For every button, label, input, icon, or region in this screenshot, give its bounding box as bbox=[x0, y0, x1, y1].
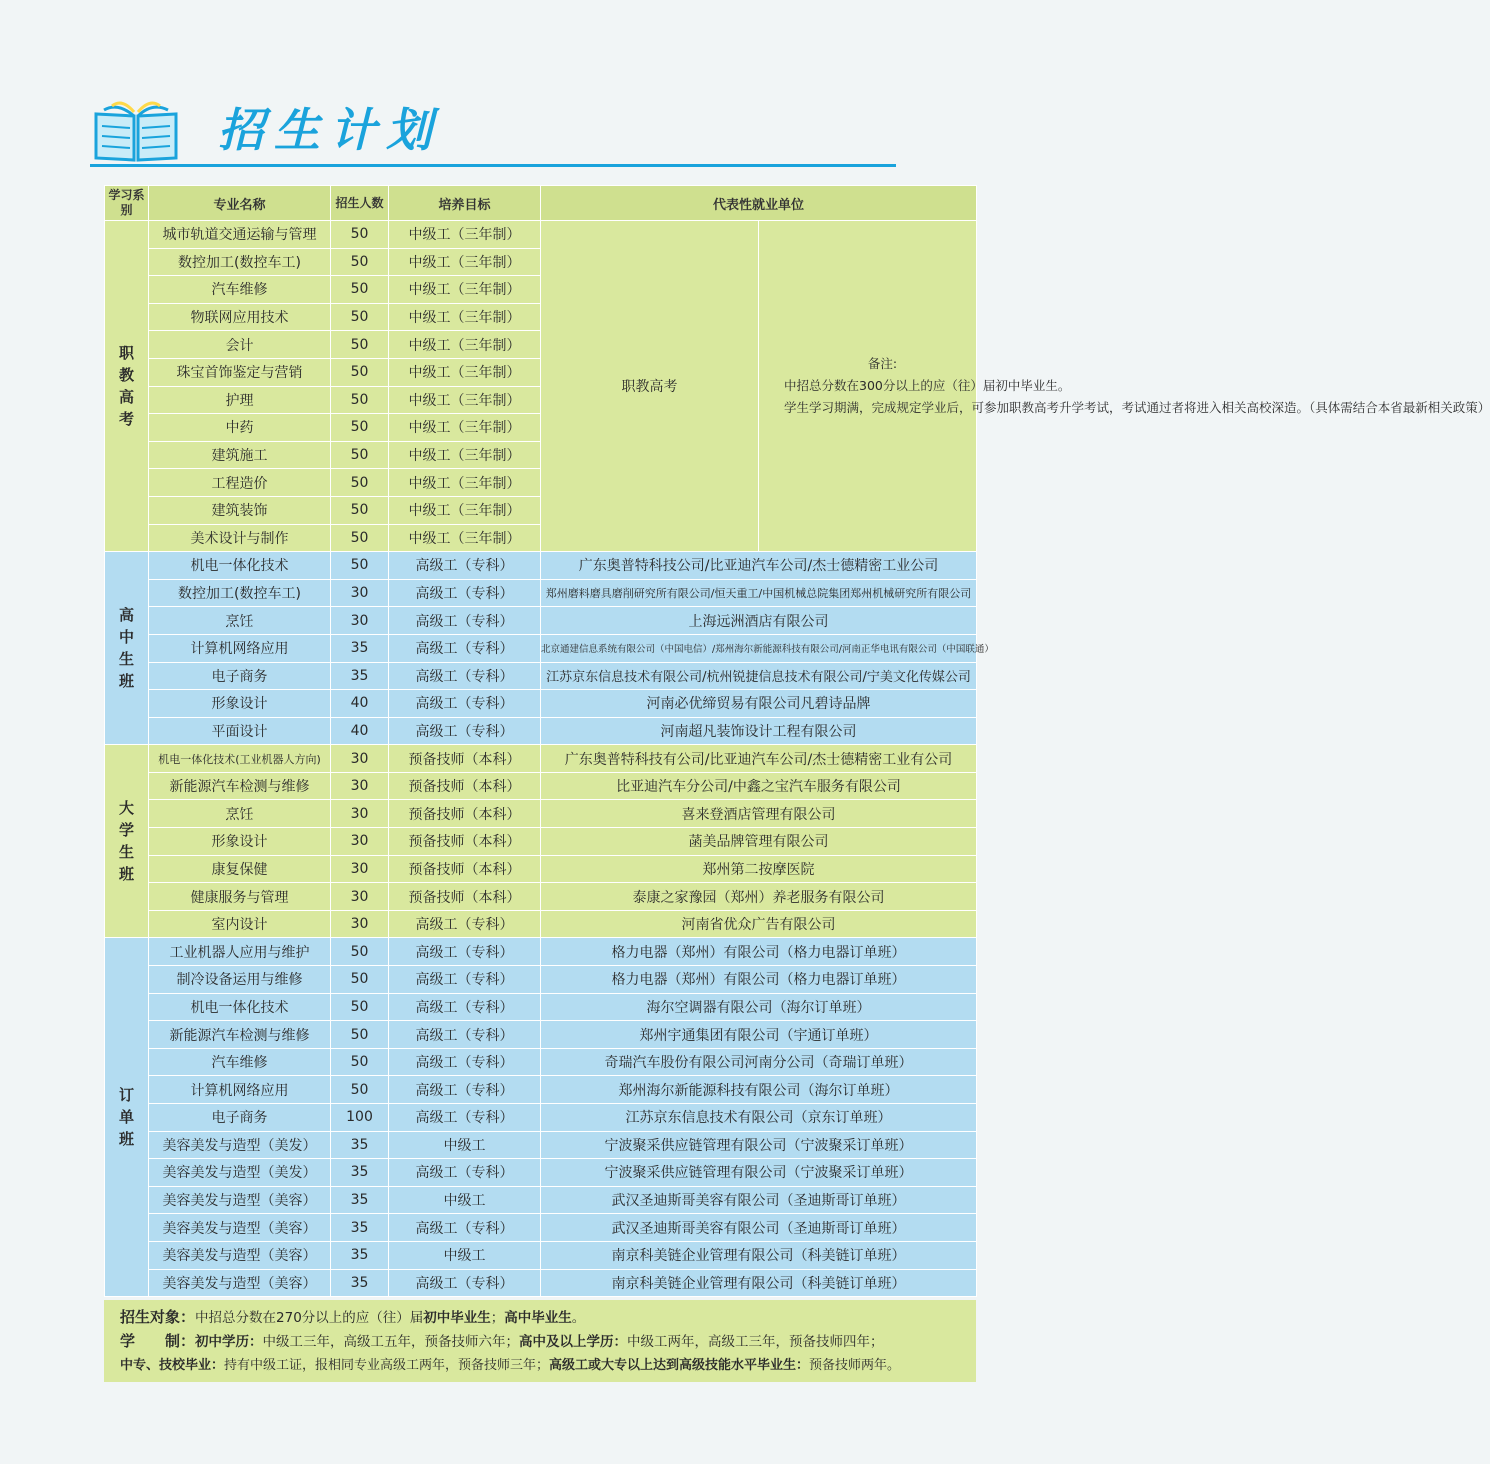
footer-notes bbox=[104, 1300, 976, 1382]
count-cell: 50 bbox=[331, 496, 389, 524]
goal-cell: 中级工（三年制） bbox=[389, 303, 541, 331]
major-cell: 美容美发与造型（美容） bbox=[149, 1186, 331, 1214]
goal-cell: 中级工（三年制） bbox=[389, 496, 541, 524]
title-area bbox=[90, 90, 900, 170]
count-cell: 35 bbox=[331, 1214, 389, 1242]
count-cell: 50 bbox=[331, 524, 389, 552]
goal-cell: 高级工（专科） bbox=[389, 607, 541, 635]
count-cell: 50 bbox=[331, 221, 389, 249]
count-cell: 30 bbox=[331, 828, 389, 856]
employer-cell: 宁波聚采供应链管理有限公司（宁波聚采订单班） bbox=[541, 1131, 977, 1159]
goal-cell: 中级工（三年制） bbox=[389, 524, 541, 552]
count-cell: 35 bbox=[331, 1159, 389, 1187]
major-cell: 工业机器人应用与维护 bbox=[149, 938, 331, 966]
employer-merged-cell: 职教高考 bbox=[541, 221, 759, 552]
employer-cell: 江苏京东信息技术有限公司/杭州锐捷信息技术有限公司/宁美文化传媒公司 bbox=[541, 662, 977, 690]
employer-cell: 宁波聚采供应链管理有限公司（宁波聚采订单班） bbox=[541, 1159, 977, 1187]
count-cell: 30 bbox=[331, 607, 389, 635]
count-cell: 30 bbox=[331, 800, 389, 828]
goal-cell: 中级工（三年制） bbox=[389, 221, 541, 249]
footer-system-line bbox=[120, 1330, 976, 1354]
count-cell: 30 bbox=[331, 745, 389, 773]
footer-system-bold-a: 初中学历： bbox=[195, 1334, 263, 1350]
count-cell: 50 bbox=[331, 1076, 389, 1104]
count-cell: 35 bbox=[331, 662, 389, 690]
count-cell: 35 bbox=[331, 1131, 389, 1159]
employer-cell: 南京科美链企业管理有限公司（科美链订单班） bbox=[541, 1269, 977, 1297]
table-row bbox=[105, 1186, 977, 1214]
goal-cell: 预备技师（本科） bbox=[389, 745, 541, 773]
count-cell: 30 bbox=[331, 579, 389, 607]
enrollment-table bbox=[104, 185, 1490, 1297]
employer-cell: 格力电器（郑州）有限公司（格力电器订单班） bbox=[541, 938, 977, 966]
major-cell: 烹饪 bbox=[149, 800, 331, 828]
footer-target-line bbox=[120, 1306, 976, 1330]
major-cell: 城市轨道交通运输与管理 bbox=[149, 221, 331, 249]
count-cell: 30 bbox=[331, 772, 389, 800]
table-row bbox=[105, 938, 977, 966]
table-row bbox=[105, 717, 977, 745]
employer-cell: 河南超凡装饰设计工程有限公司 bbox=[541, 717, 977, 745]
goal-cell: 高级工（专科） bbox=[389, 634, 541, 662]
title-divider bbox=[90, 164, 896, 167]
table-row bbox=[105, 607, 977, 635]
goal-cell: 中级工（三年制） bbox=[389, 441, 541, 469]
header-goal: 培养目标 bbox=[389, 186, 541, 221]
major-cell: 新能源汽车检测与维修 bbox=[149, 772, 331, 800]
count-cell: 50 bbox=[331, 469, 389, 497]
major-cell: 烹饪 bbox=[149, 607, 331, 635]
major-cell: 形象设计 bbox=[149, 828, 331, 856]
count-cell: 50 bbox=[331, 938, 389, 966]
category-cell: 订单班 bbox=[105, 938, 149, 1297]
employer-cell: 郑州第二按摩医院 bbox=[541, 855, 977, 883]
goal-cell: 高级工（专科） bbox=[389, 690, 541, 718]
major-cell: 康复保健 bbox=[149, 855, 331, 883]
footer-line3-bold-b: 高级工或大专以上达到高级技能水平毕业生： bbox=[549, 1358, 810, 1373]
category-cell: 职教高考 bbox=[105, 221, 149, 552]
major-cell: 室内设计 bbox=[149, 910, 331, 938]
table-row bbox=[105, 800, 977, 828]
count-cell: 50 bbox=[331, 414, 389, 442]
header-employer: 代表性就业单位 bbox=[541, 186, 977, 221]
count-cell: 50 bbox=[331, 993, 389, 1021]
major-cell: 平面设计 bbox=[149, 717, 331, 745]
count-cell: 40 bbox=[331, 717, 389, 745]
count-cell: 50 bbox=[331, 331, 389, 359]
major-cell: 美容美发与造型（美发） bbox=[149, 1159, 331, 1187]
table-row bbox=[105, 855, 977, 883]
major-cell: 会计 bbox=[149, 331, 331, 359]
major-cell: 珠宝首饰鉴定与营销 bbox=[149, 358, 331, 386]
count-cell: 50 bbox=[331, 303, 389, 331]
count-cell: 50 bbox=[331, 248, 389, 276]
goal-cell: 高级工（专科） bbox=[389, 1076, 541, 1104]
footer-target-bold-a: 初中毕业生 bbox=[423, 1310, 491, 1326]
count-cell: 35 bbox=[331, 1186, 389, 1214]
goal-cell: 高级工（专科） bbox=[389, 938, 541, 966]
table-row bbox=[105, 579, 977, 607]
goal-cell: 高级工（专科） bbox=[389, 1269, 541, 1297]
major-cell: 计算机网络应用 bbox=[149, 1076, 331, 1104]
employer-cell: 广东奥普特科技公司/比亚迪汽车公司/杰士德精密工业公司 bbox=[541, 552, 977, 580]
footer-system-text-a: 中级工三年，高级工五年，预备技师六年； bbox=[262, 1334, 520, 1350]
major-cell: 计算机网络应用 bbox=[149, 634, 331, 662]
major-cell: 机电一体化技术 bbox=[149, 993, 331, 1021]
footer-target-sep: ； bbox=[490, 1310, 505, 1326]
count-cell: 50 bbox=[331, 276, 389, 304]
footer-system-text-b: 中级工两年，高级工三年，预备技师四年； bbox=[627, 1334, 884, 1350]
table-row bbox=[105, 966, 977, 994]
goal-cell: 预备技师（本科） bbox=[389, 828, 541, 856]
major-cell: 汽车维修 bbox=[149, 276, 331, 304]
count-cell: 30 bbox=[331, 910, 389, 938]
count-cell: 50 bbox=[331, 552, 389, 580]
footer-system-label: 学 制： bbox=[120, 1332, 196, 1350]
employer-cell: 喜来登酒店管理有限公司 bbox=[541, 800, 977, 828]
major-cell: 数控加工(数控车工) bbox=[149, 248, 331, 276]
goal-cell: 高级工（专科） bbox=[389, 1214, 541, 1242]
employer-cell: 奇瑞汽车股份有限公司河南分公司（奇瑞订单班） bbox=[541, 1048, 977, 1076]
count-cell: 35 bbox=[331, 634, 389, 662]
goal-cell: 高级工（专科） bbox=[389, 993, 541, 1021]
employer-cell: 菡美品牌管理有限公司 bbox=[541, 828, 977, 856]
major-cell: 机电一体化技术 bbox=[149, 552, 331, 580]
major-cell: 机电一体化技术(工业机器人方向) bbox=[149, 745, 331, 773]
major-cell: 形象设计 bbox=[149, 690, 331, 718]
footer-target-label: 招生对象： bbox=[120, 1308, 196, 1326]
table-row bbox=[105, 221, 977, 249]
major-cell: 电子商务 bbox=[149, 662, 331, 690]
employer-cell: 郑州宇通集团有限公司（宇通订单班） bbox=[541, 1021, 977, 1049]
table-row bbox=[105, 1021, 977, 1049]
goal-cell: 预备技师（本科） bbox=[389, 772, 541, 800]
major-cell: 美容美发与造型（美发） bbox=[149, 1131, 331, 1159]
table-row bbox=[105, 690, 977, 718]
count-cell: 30 bbox=[331, 883, 389, 911]
table-row bbox=[105, 1131, 977, 1159]
employer-cell: 江苏京东信息技术有限公司（京东订单班） bbox=[541, 1104, 977, 1132]
goal-cell: 高级工（专科） bbox=[389, 1159, 541, 1187]
goal-cell: 预备技师（本科） bbox=[389, 855, 541, 883]
goal-cell: 高级工（专科） bbox=[389, 966, 541, 994]
goal-cell: 高级工（专科） bbox=[389, 1048, 541, 1076]
goal-cell: 中级工（三年制） bbox=[389, 386, 541, 414]
count-cell: 50 bbox=[331, 386, 389, 414]
major-cell: 数控加工(数控车工) bbox=[149, 579, 331, 607]
goal-cell: 中级工（三年制） bbox=[389, 414, 541, 442]
goal-cell: 高级工（专科） bbox=[389, 1021, 541, 1049]
goal-cell: 中级工 bbox=[389, 1186, 541, 1214]
table-row bbox=[105, 1159, 977, 1187]
major-cell: 建筑施工 bbox=[149, 441, 331, 469]
count-cell: 35 bbox=[331, 1269, 389, 1297]
employer-cell: 海尔空调器有限公司（海尔订单班） bbox=[541, 993, 977, 1021]
major-cell: 中药 bbox=[149, 414, 331, 442]
goal-cell: 中级工 bbox=[389, 1131, 541, 1159]
goal-cell: 中级工 bbox=[389, 1241, 541, 1269]
employer-cell: 北京通建信息系统有限公司（中国电信）/郑州海尔新能源科技有限公司/河南正华电讯有限公司（中国联通） bbox=[541, 634, 977, 662]
major-cell: 美术设计与制作 bbox=[149, 524, 331, 552]
major-cell: 建筑装饰 bbox=[149, 496, 331, 524]
goal-cell: 高级工（专科） bbox=[389, 910, 541, 938]
employer-cell: 武汉圣迪斯哥美容有限公司（圣迪斯哥订单班） bbox=[541, 1186, 977, 1214]
footer-target-text: 中招总分数在270分以上的应（往）届 bbox=[195, 1310, 424, 1326]
page-title: 招生计划 bbox=[218, 103, 442, 157]
goal-cell: 高级工（专科） bbox=[389, 552, 541, 580]
major-cell: 新能源汽车检测与维修 bbox=[149, 1021, 331, 1049]
table-row bbox=[105, 634, 977, 662]
major-cell: 健康服务与管理 bbox=[149, 883, 331, 911]
count-cell: 35 bbox=[331, 1241, 389, 1269]
header-major: 专业名称 bbox=[149, 186, 331, 221]
footer-line3-text-b: 预备技师两年。 bbox=[809, 1358, 901, 1373]
table-row bbox=[105, 1214, 977, 1242]
table-row bbox=[105, 745, 977, 773]
count-cell: 100 bbox=[331, 1104, 389, 1132]
employer-cell: 郑州海尔新能源科技有限公司（海尔订单班） bbox=[541, 1076, 977, 1104]
count-cell: 50 bbox=[331, 1048, 389, 1076]
count-cell: 50 bbox=[331, 966, 389, 994]
footer-target-end: 。 bbox=[571, 1310, 586, 1326]
goal-cell: 中级工（三年制） bbox=[389, 358, 541, 386]
major-cell: 工程造价 bbox=[149, 469, 331, 497]
table-row bbox=[105, 1104, 977, 1132]
employer-cell: 武汉圣迪斯哥美容有限公司（圣迪斯哥订单班） bbox=[541, 1214, 977, 1242]
major-cell: 美容美发与造型（美容） bbox=[149, 1269, 331, 1297]
major-cell: 美容美发与造型（美容） bbox=[149, 1241, 331, 1269]
note-cell bbox=[759, 221, 1490, 552]
goal-cell: 高级工（专科） bbox=[389, 1104, 541, 1132]
footer-line-3 bbox=[120, 1354, 976, 1377]
note-paragraph-2: 学生学习期满，完成规定学业后，可参加职教高考升学考试，考试通过者将进入相关高校深造。（具体需结合本省最新相关政策） bbox=[784, 400, 1490, 416]
footer-target-bold-b: 高中毕业生 bbox=[504, 1310, 572, 1326]
employer-cell: 上海远洲酒店有限公司 bbox=[541, 607, 977, 635]
table-row bbox=[105, 1076, 977, 1104]
goal-cell: 中级工（三年制） bbox=[389, 331, 541, 359]
goal-cell: 高级工（专科） bbox=[389, 662, 541, 690]
employer-cell: 泰康之家豫园（郑州）养老服务有限公司 bbox=[541, 883, 977, 911]
count-cell: 50 bbox=[331, 441, 389, 469]
table-row bbox=[105, 828, 977, 856]
employer-cell: 河南必优缔贸易有限公司凡碧诗品牌 bbox=[541, 690, 977, 718]
table-row bbox=[105, 552, 977, 580]
footer-system-bold-b: 高中及以上学历： bbox=[519, 1334, 628, 1350]
category-cell: 高中生班 bbox=[105, 552, 149, 745]
count-cell: 50 bbox=[331, 358, 389, 386]
major-cell: 美容美发与造型（美容） bbox=[149, 1214, 331, 1242]
major-cell: 护理 bbox=[149, 386, 331, 414]
count-cell: 40 bbox=[331, 690, 389, 718]
count-cell: 30 bbox=[331, 855, 389, 883]
footer-line3-bold-a: 中专、技校毕业： bbox=[120, 1358, 225, 1373]
note-title: 备注: bbox=[867, 356, 898, 372]
employer-cell: 广东奥普特科技有公司/比亚迪汽车公司/杰士德精密工业有公司 bbox=[541, 745, 977, 773]
category-cell: 大学生班 bbox=[105, 745, 149, 938]
count-cell: 50 bbox=[331, 1021, 389, 1049]
major-cell: 电子商务 bbox=[149, 1104, 331, 1132]
header-category: 学习系别 bbox=[105, 186, 149, 221]
goal-cell: 预备技师（本科） bbox=[389, 800, 541, 828]
major-cell: 汽车维修 bbox=[149, 1048, 331, 1076]
goal-cell: 预备技师（本科） bbox=[389, 883, 541, 911]
table-row bbox=[105, 993, 977, 1021]
goal-cell: 中级工（三年制） bbox=[389, 469, 541, 497]
goal-cell: 中级工（三年制） bbox=[389, 276, 541, 304]
table-row bbox=[105, 1241, 977, 1269]
table-row bbox=[105, 1048, 977, 1076]
major-cell: 制冷设备运用与维修 bbox=[149, 966, 331, 994]
employer-cell: 河南省优众广告有限公司 bbox=[541, 910, 977, 938]
employer-cell: 格力电器（郑州）有限公司（格力电器订单班） bbox=[541, 966, 977, 994]
goal-cell: 中级工（三年制） bbox=[389, 248, 541, 276]
employer-cell: 南京科美链企业管理有限公司（科美链订单班） bbox=[541, 1241, 977, 1269]
table-row bbox=[105, 883, 977, 911]
table-row bbox=[105, 662, 977, 690]
header-count: 招生人数 bbox=[331, 186, 389, 221]
open-book-icon bbox=[90, 94, 182, 166]
table-row bbox=[105, 910, 977, 938]
major-cell: 物联网应用技术 bbox=[149, 303, 331, 331]
table-row bbox=[105, 1269, 977, 1297]
employer-cell: 郑州磨料磨具磨削研究所有限公司/恒天重工/中国机械总院集团郑州机械研究所有限公司 bbox=[541, 579, 977, 607]
goal-cell: 高级工（专科） bbox=[389, 579, 541, 607]
table-row bbox=[105, 772, 977, 800]
employer-cell: 比亚迪汽车分公司/中鑫之宝汽车服务有限公司 bbox=[541, 772, 977, 800]
goal-cell: 高级工（专科） bbox=[389, 717, 541, 745]
footer-line3-text-a: 持有中级工证，报相同专业高级工两年，预备技师三年； bbox=[224, 1358, 550, 1373]
table-header-row bbox=[105, 186, 977, 221]
note-paragraph-1: 中招总分数在300分以上的应（往）届初中毕业生。 bbox=[784, 378, 1071, 394]
